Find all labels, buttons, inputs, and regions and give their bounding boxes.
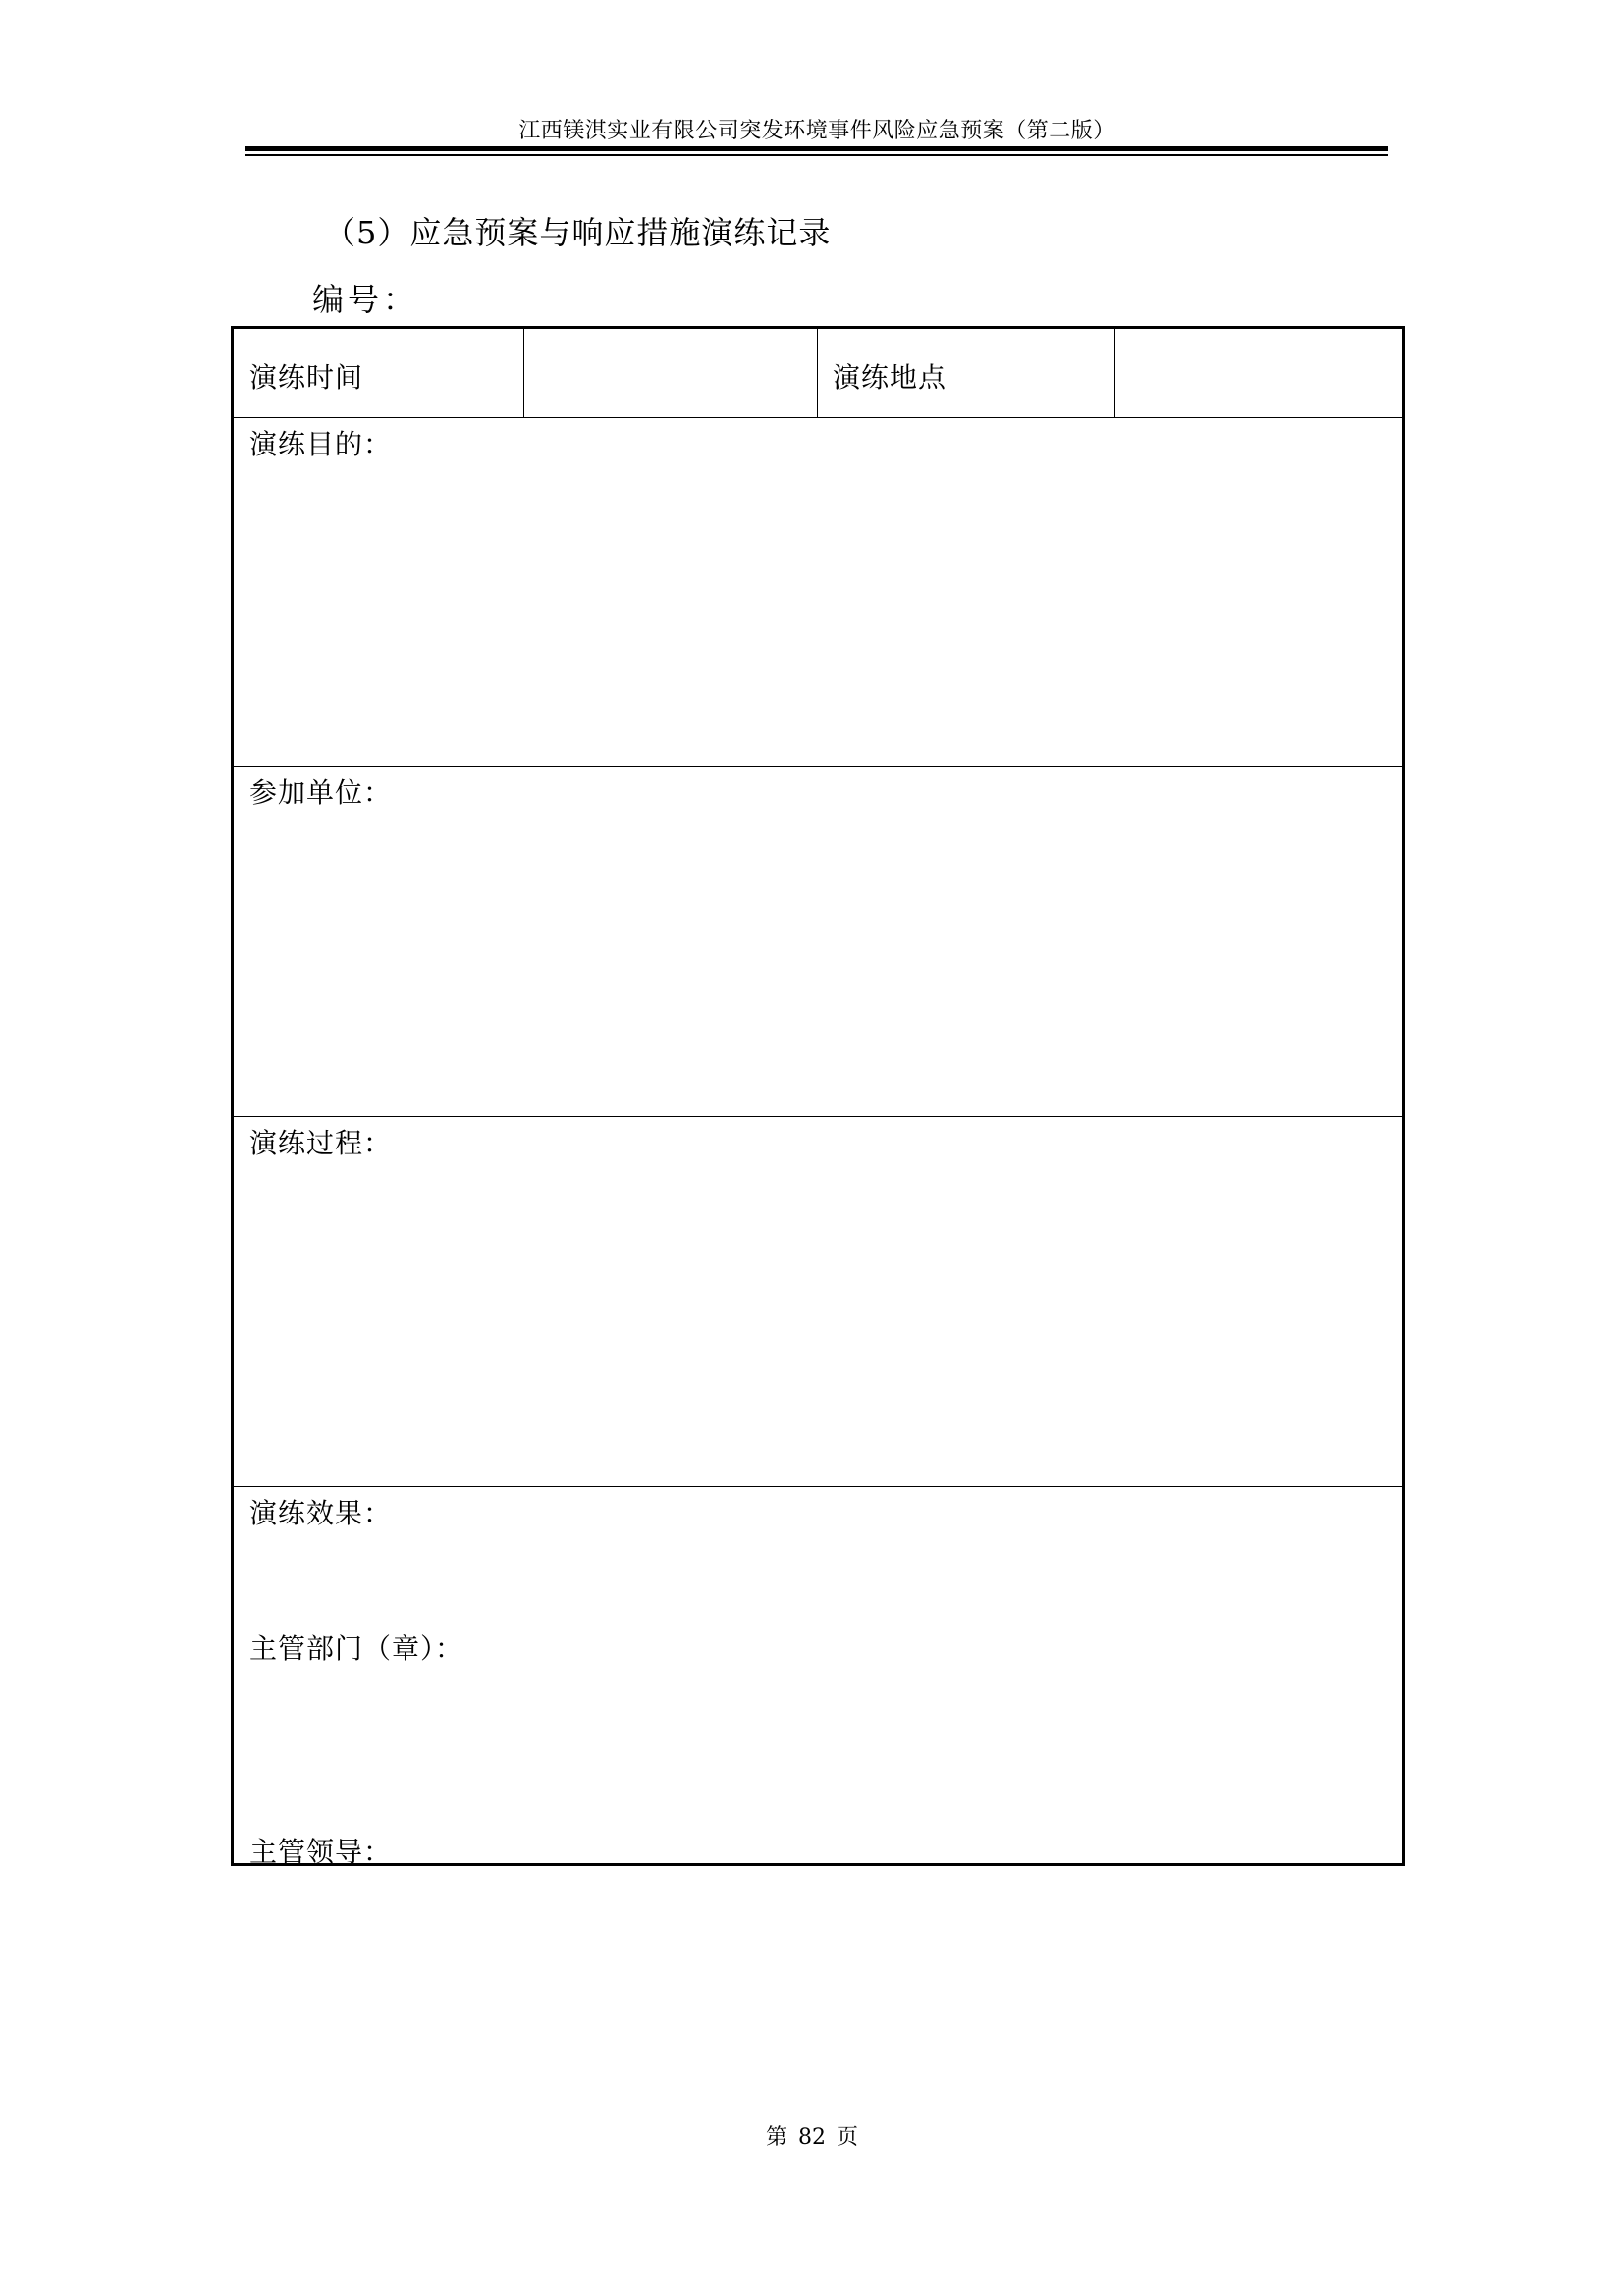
section-heading: （5）应急预案与响应措施演练记录 <box>324 214 832 251</box>
column-divider <box>523 329 524 417</box>
header-rule-thick <box>245 146 1388 151</box>
supervising-department-label: 主管部门（章）： <box>249 1632 464 1665</box>
drill-record-form <box>231 326 1405 1866</box>
drill-effect-label: 演练效果： <box>249 1497 393 1529</box>
drill-location-field[interactable] <box>1115 329 1402 417</box>
header-rule-thin <box>245 154 1388 156</box>
record-number-label: 编号： <box>312 281 419 318</box>
row-divider <box>234 417 1402 418</box>
participating-units-label: 参加单位： <box>249 776 393 809</box>
drill-process-label: 演练过程： <box>249 1127 393 1159</box>
row-divider <box>234 766 1402 767</box>
drill-purpose-label: 演练目的： <box>249 428 393 460</box>
row-divider <box>234 1116 1402 1117</box>
column-divider <box>1114 329 1115 417</box>
drill-time-label: 演练时间 <box>249 361 364 394</box>
drill-time-field[interactable] <box>524 329 817 417</box>
drill-location-label: 演练地点 <box>833 361 947 394</box>
supervising-leader-label: 主管领导： <box>249 1836 393 1868</box>
document-header-title: 江西镁淇实业有限公司突发环境事件风险应急预案（第二版） <box>518 119 1115 143</box>
page-number: 第 82 页 <box>766 2125 858 2150</box>
row-divider <box>234 1486 1402 1487</box>
column-divider <box>817 329 818 417</box>
